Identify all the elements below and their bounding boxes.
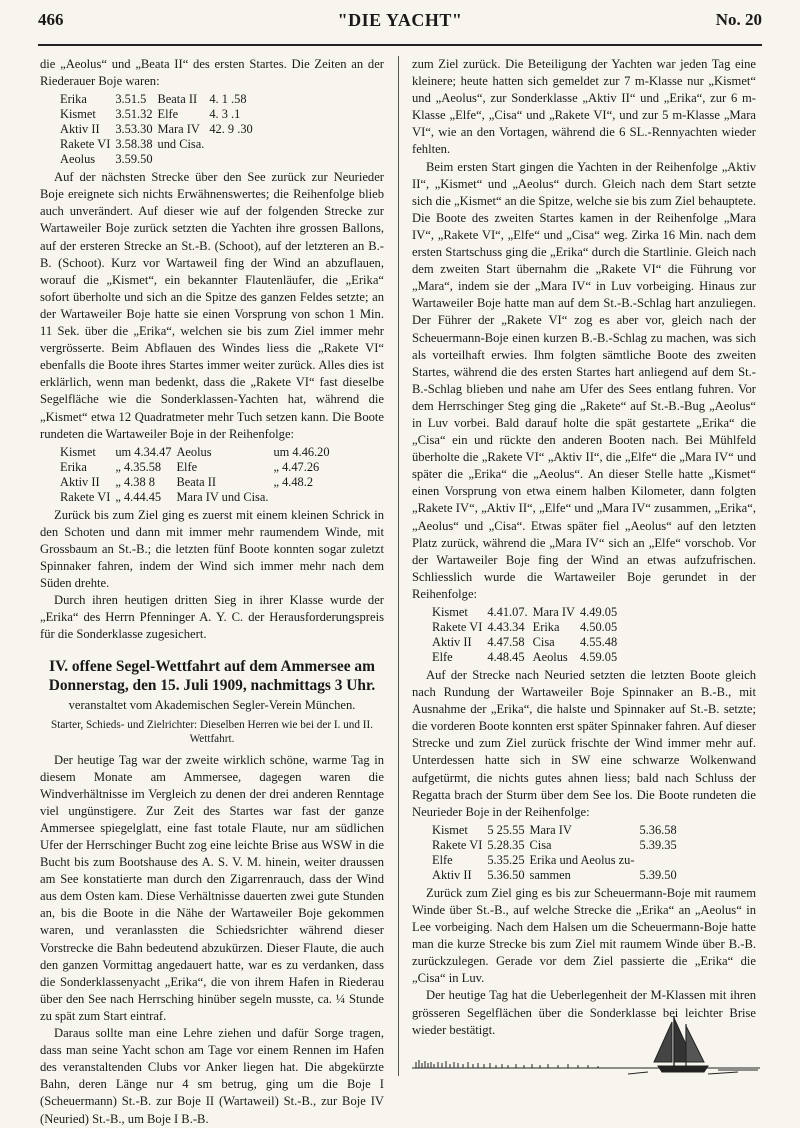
table-cell: Kismet: [60, 107, 96, 122]
table-cell: [209, 152, 257, 167]
table-cell: Aktiv II: [60, 122, 100, 137]
results-table: [432, 605, 622, 665]
paragraph: Zurück zum Ziel ging es bis zur Scheuermann-Boje mit raumem Winde über St.-B., auf welche Strecke die „Erika“ an „Aeolus“ in Lee vorbeiging. Nach dem Halsen um die Scheuermann-Boje hatte man die kurze Strecke bis zum Ziel mit raumem Winde über B.-B. zurückzulegen. Gerade vor dem Ziel passierte die „Erika“ die „Cisa“ in Luv.: [412, 885, 756, 986]
section-heading: IV. offene Segel-Wettfahrt auf dem Ammersee am Donnerstag, den 15. Juli 1909, nachmittags 3 Uhr.: [48, 658, 376, 695]
paragraph: Beim ersten Start gingen die Yachten in der Reihenfolge „Aktiv II“, „Kismet“ und „Aeolus“ durch. Gleich nach dem Start setzte sich die „Kismet“ an die Spitze, welche sie bis zum Ziel behauptete. Die Boote des zweiten Startes kamen in der Reihenfolge „Mara IV“, „Rakete VI“, „Elfe“ und „Cisa“ weg. Zirka 16 Min. nach dem ersten Startschuss ging die „Erika“ durch die Startlinie. Gleich nach dem zweiten Start übernahm die „Rakete VI“ die Führung vor „Mara“, indem sie der „Mara IV“ in Luv vorbeiging. Hinaus zur Wartaweiler Boje hatte man auf dem St.-B.-Schlag hart anzuliegen. Der Führer der „Rakete VI“ zog es aber vor, gleich nach der Scheuermann-Boje einen kurzen B.-B.-Schlag zu machen, was sich als vorteilhaft erwies. Ihm folgten sämtliche Boote des zweiten Startes, während die des ersten Startes hart anliegend auf dem St.-B.-Schlag blieben und nahe am Ufer des Sees entlang fuhren. Vor dem Herrschinger Steg ging die „Rakete“ auf St.-B.-Bug „Aeolus“ in Luv vorbei. Bald darauf holte die spät gestartete „Erika“ die „Cisa“ ein und rückte den anderen Booten nach. Bei Mühlfeld überholte die „Rakete VI“ „Aktiv II“, die „Elfe“ die „Mara IV“ und später die „Erika“ die „Aeolus“. An dieser Stelle hatte „Kismet“ einen Vorsprung von etwa einem halben Kilometer, dann folgten „Rakete IV“, „Aktiv II“, „Elfe“ und „Mara IV“ zusammen, „Erika“, „Aeolus“ und „Cisa“. Etwas später fiel „Aeolus“ auf den letzten Platz zurück, während die „Mara IV“ sich an „Elfe“ vorschob. Vor der Wartaweiler Boje fing der Wind an etwas aufzufrischen. Schliesslich wurde die Wartaweiler Boje gerundet in der Reihenfolge:: [412, 159, 756, 601]
table-cell: [158, 152, 210, 167]
table-cell: Aktiv II: [60, 474, 100, 489]
paragraph: Daraus sollte man eine Lehre ziehen und dafür Sorge tragen, dass man seine Yacht schon am Tage vor einem Rennen im Hafen des veranstaltenden Clubs vor Anker liegen hat. Die abgekürzte Bahn, deren Länge nur 4 sm betrug, ging um die Boje I (Scheuermann) St.-B. zur Boje II (Wartaweil) St.-B., zur Boje IV (Neuried) St.-B., um Boje I B.-B.: [40, 1026, 384, 1126]
table-cell: „ 4.47.26: [273, 459, 320, 474]
table-cell: 3.51.5: [115, 92, 147, 107]
results-table: [432, 823, 682, 883]
table-cell: Erika: [532, 620, 560, 634]
table-cell: sammen: [529, 867, 571, 882]
table-row: [60, 122, 258, 137]
table-row: [60, 445, 335, 460]
table-cell: Elfe: [432, 650, 453, 664]
table-cell: Rakete VI: [432, 837, 483, 852]
table-cell: Aeolus: [176, 444, 212, 459]
table-row: [60, 92, 258, 107]
table-cell: Erika: [60, 92, 87, 107]
section-subtitle: veranstaltet vom Akademischen Segler-Verein München.: [68, 698, 356, 713]
table-cell: [273, 490, 334, 505]
left-column: [40, 56, 384, 1128]
table-cell: Kismet: [60, 444, 96, 459]
results-table: [60, 92, 258, 167]
table-cell: 3.58.38: [115, 137, 153, 152]
paragraph: Auf der nächsten Strecke über den See zurück zur Neurieder Boje ereignete sich nichts Erwähnenswertes; die Reihenfolge blieb auch unverändert. Auf dieser wie auf der folgenden Strecke zur Wartaweiler Boje zurück setzten die Yachten ihre grossen Ballons, auf der ersteren Strecke an St.-B. (Schoot), auf der letzteren an B.-B. (Schoot). Kurz vor Wartaweil fing der Wind an abzuflauen, worauf die „Kismet“, ein bekannter Flautenläufer, die „Erika“ sofort überholte und sich an die Spitze des ganzen Feldes setzte; an der Wartaweiler Boje hatte sie einen Vorsprung von schon 1 Min. 11 Sek. über die „Erika“, welchen sie bis zum Ziel immer mehr vergrösserte. Beim Abflauen des Windes liess die „Rakete VI“ ebenfalls die Boote ihres Startes immer weiter zurück. Alles dies ist erklärlich, wenn man bedenkt, dass die „Rakete VI“ fast dieselbe Segelfläche wie die Sonderklassen-Yachten hat, während die „Kismet“ etwa 12 Quadratmeter mehr Tuch setzen kann. Die Boote rundeten die Wartaweiler Boje in der Reihenfolge:: [40, 170, 384, 441]
table-row: [432, 650, 622, 665]
paragraph: Der heutige Tag war der zweite wirklich schöne, warme Tag in diesem Monate am Ammersee, dagegen waren die Windverhältnisse im Vergleich zu denen der drei anderen Renntage viel ungünstigere. Zur Zeit des Startes war fast der ganze Ammersee spiegelglatt, eine fast totale Flaute, nur am südlichen Ufer der Herrschinger Bucht zog eine leichte Brise aus WSW in die Bucht bis zum Bootshause des A. S. V. M. hinein, weiter draussen am See konstatierte man durch den Zigarrenrauch, dass der Wind aus dem Osten kam. Diese Verhältnisse dauerten zwei gute Stunden an, bis die Boote in die Nähe der Wartaweiler Boje gekommen waren, und veranlassten die Schiedsrichter während dieser Vorstrecke die Bahn bedeutend abzukürzen. Dieser Flaute, die auch den ganzen Vormittag angedauert hatte, war es zu verdanken, dass die Sonderklassenyacht „Erika“, die von ihrem Hafen in Riederau über den See nach Herrsching hinüber segeln musste, ca. ¼ Stunde zu spät zum Start eintraf.: [40, 752, 384, 1023]
table-row: [60, 490, 335, 505]
table-cell: Aeolus: [532, 650, 568, 664]
table-cell: 5.36.50: [487, 867, 525, 882]
right-column: [412, 56, 756, 1039]
sailing-yacht-illustration: [408, 1010, 764, 1080]
table-cell: Elfe: [432, 852, 453, 867]
table-cell: 5.28.35: [487, 837, 525, 852]
table-cell: Aktiv II: [432, 635, 472, 649]
table-cell: 4.50.05: [579, 620, 618, 634]
table-cell: Rakete VI: [60, 489, 111, 504]
table-cell: 4.43.34: [487, 620, 525, 634]
table-row: [432, 635, 622, 650]
paragraph: Der heutige Tag hat die Ueberlegenheit der M-Klassen mit ihren grösseren Segelflächen über die Sonderklasse bei leichter Brise wieder bestätigt.: [412, 988, 756, 1037]
table-cell: Beata II: [176, 474, 217, 489]
page-number: 466: [38, 10, 64, 29]
table-cell: Mara IV: [532, 605, 575, 619]
table-cell: Kismet: [432, 605, 468, 619]
table-cell: Kismet: [432, 822, 468, 837]
table-cell: 4. 1 .58: [209, 92, 247, 107]
table-row: [60, 107, 258, 122]
table-cell: 42. 9 .30: [209, 122, 253, 137]
table-cell: [209, 137, 257, 152]
table-cell: Rakete VI: [60, 137, 111, 152]
magazine-title: "DIE YACHT": [337, 10, 463, 30]
table-cell: Aeolus: [60, 152, 96, 167]
paragraph: Durch ihren heutigen dritten Sieg in ihrer Klasse wurde der „Erika“ des Herrn Pfenninger A. Y. C. der Herausforderungspreis für die Sonderklasse zugesichert.: [40, 593, 384, 642]
table-cell: 3.59.50: [115, 152, 153, 167]
table-row: [60, 475, 335, 490]
table-row: [60, 460, 335, 475]
table-cell: 5.39.50: [639, 867, 677, 882]
table-cell: Erika und Aeolus zu-: [529, 852, 635, 867]
column-divider: [398, 56, 399, 1076]
table-row: [60, 137, 258, 152]
table-cell: „ 4.44.45: [115, 489, 162, 504]
table-cell: und Cisa.: [157, 137, 205, 152]
table-cell: Cisa: [529, 837, 552, 852]
table-row: [432, 868, 682, 883]
table-cell: Mara IV: [157, 122, 200, 137]
table-cell: 4. 3 .1: [209, 107, 241, 122]
table-row: [432, 620, 622, 635]
table-row: [432, 853, 682, 868]
table-cell: „ 4.35.58: [115, 459, 162, 474]
table-cell: 4.59.05: [579, 650, 618, 664]
table-cell: Erika: [60, 459, 87, 474]
issue-number: No. 20: [715, 10, 762, 29]
table-cell: 5.35.25: [487, 852, 525, 867]
table-row: [432, 823, 682, 838]
table-cell: 5 25.55: [487, 822, 525, 837]
page-header: [38, 10, 762, 40]
table-cell: Rakete VI: [432, 620, 483, 634]
table-cell: 4.47.58: [487, 635, 525, 649]
table-cell: 4.41.07.: [487, 605, 528, 619]
table-cell: „ 4.38 8: [115, 474, 155, 489]
table-cell: Elfe: [176, 459, 198, 474]
table-cell: Cisa: [532, 635, 555, 649]
table-cell: um 4.34.47: [115, 444, 172, 459]
table-cell: [639, 853, 681, 868]
paragraph: die „Aeolus“ und „Beata II“ des ersten Startes. Die Zeiten an der Riederauer Boje waren:: [40, 57, 384, 89]
officials-note: Starter, Schieds- und Zielrichter: Dieselben Herren wie bei der I. und II. Wettfahrt.: [50, 718, 373, 745]
table-cell: Beata II: [157, 92, 198, 107]
table-cell: 3.51.32: [115, 107, 153, 122]
table-row: [432, 605, 622, 620]
header-rule: [38, 44, 762, 46]
paragraph: Zurück bis zum Ziel ging es zuerst mit einem kleinen Schrick in den Schoten und dann mit immer mehr raumendem Winde, mit Grossbaum an St.-B.; die letzten fünf Boote konnten sogar zuletzt Spinnaker fahren, indem der Wind sich immer mehr nach dem Süden drehte.: [40, 507, 384, 591]
table-cell: um 4.46.20: [273, 444, 330, 459]
table-cell: Elfe: [157, 107, 179, 122]
table-row: [432, 838, 682, 853]
paragraph: Auf der Strecke nach Neuried setzten die letzten Boote gleich nach Rundung der Wartaweiler Boje Spinnaker an B.-B., mit Ausnahme der „Erika“, die halste und Spinnaker auf St.-B. setzte; die vorderen Boote konnten erst später Spinnaker fahren. Auf dieser Strecke und zum Ziel zurück frischte der Wind immer mehr auf. Unterdessen hatte sich in SW eine schwarze Wolkenwand aufgetürmt, die nichts gutes ahnen liess; bald nach Schluss der Regatta brach der Sturm über dem See los. Die Boote rundeten die Neurieder Boje in der Reihenfolge:: [412, 668, 756, 819]
results-table: [60, 445, 335, 505]
table-row: [60, 152, 258, 167]
table-cell: 3.53.30: [115, 122, 153, 137]
table-cell: 4.49.05: [579, 605, 618, 619]
paragraph: zum Ziel zurück. Die Beteiligung der Yachten war jeden Tag eine kleinere; heute hatten sich gemeldet zur 7 m-Klasse nur „Kismet“ und „Aeolus“, zur Sonderklasse „Aktiv II“ und „Erika“, zur 6 m-Klasse „Elfe“, „Cisa“ und „Rakete VI“, und zur 5 m-Klasse „Mara VI“, wie an den Vortagen, während die 6 SL.-Rennyachten wieder fehlten.: [412, 57, 756, 157]
table-cell: 5.36.58: [639, 822, 677, 837]
table-cell: „ 4.48.2: [273, 474, 314, 489]
table-cell: Aktiv II: [432, 867, 472, 882]
table-cell: 4.55.48: [579, 635, 618, 649]
table-cell: Mara IV und Cisa.: [176, 489, 269, 504]
table-cell: Mara IV: [529, 822, 572, 837]
table-cell: 5.39.35: [639, 837, 677, 852]
table-cell: 4.48.45: [487, 650, 525, 664]
